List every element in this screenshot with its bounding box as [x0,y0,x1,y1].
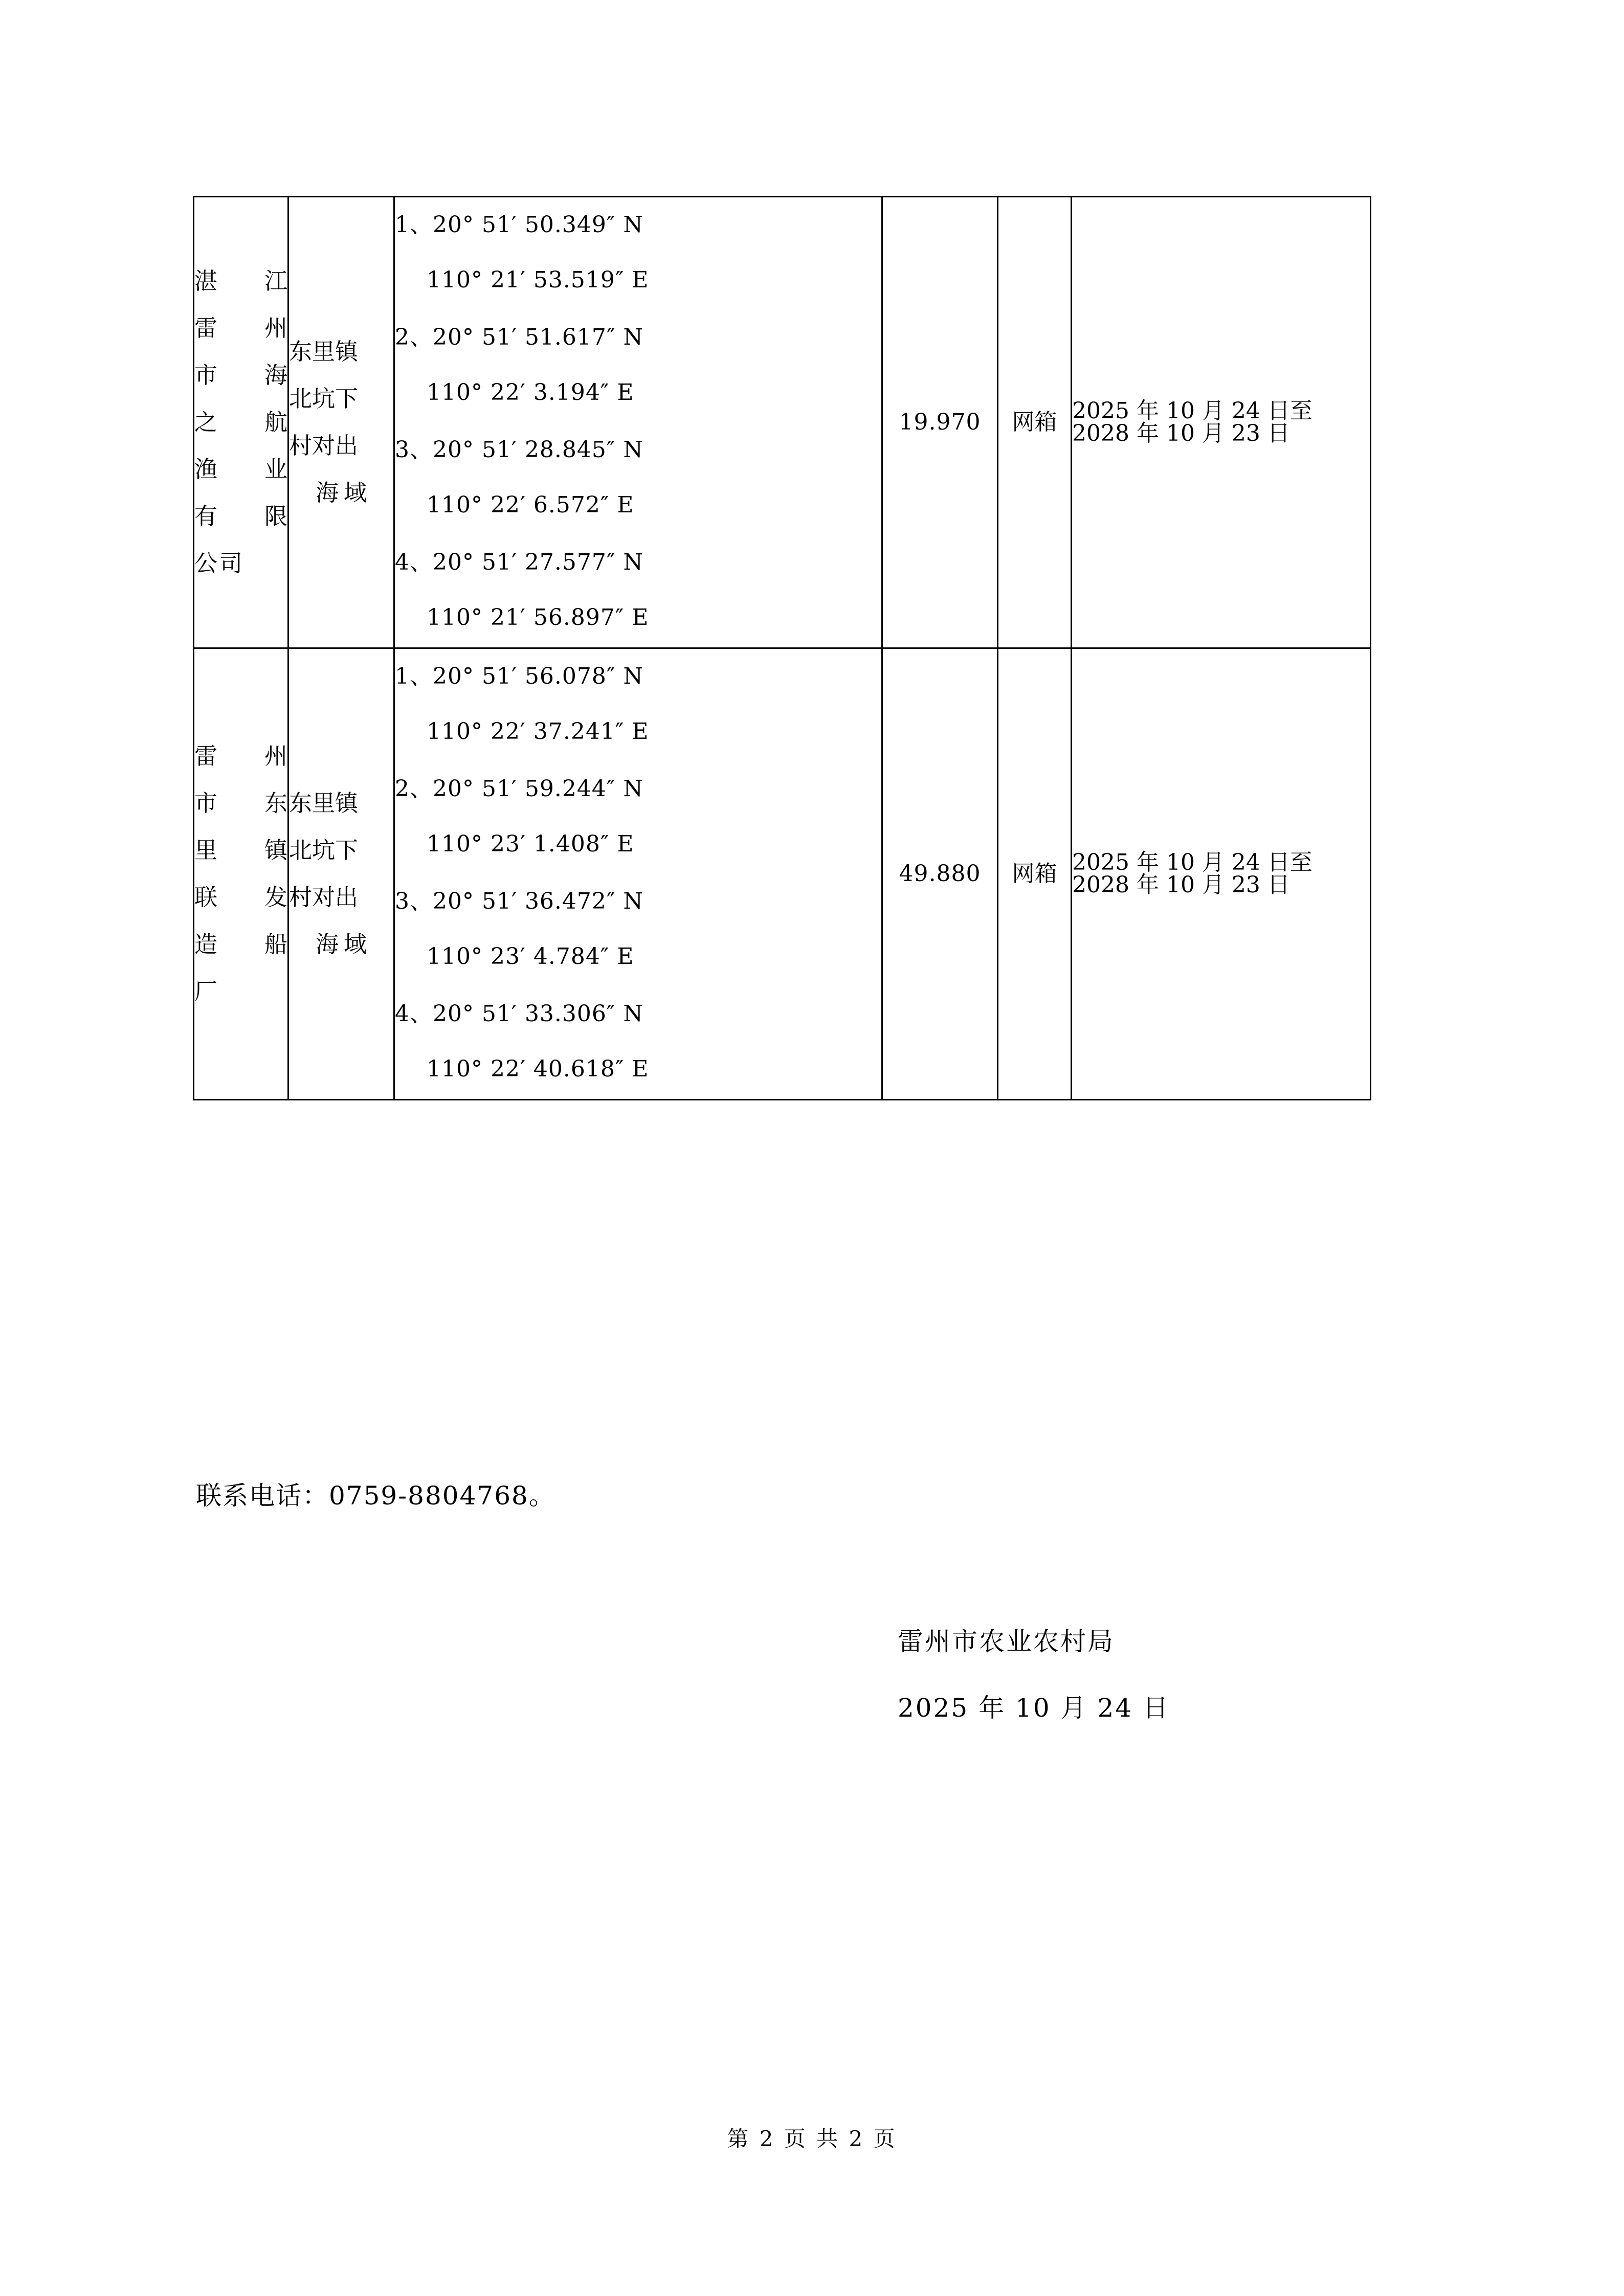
coordinate-lon: 110° 21′ 53.519″ E [427,267,649,293]
coordinate-lat: 20° 51′ 33.306″ N [433,1001,643,1027]
unit-name-char: 里 [194,837,218,864]
unit-name-char: 州 [264,314,287,342]
location-line [289,328,393,375]
unit-name-line [194,780,287,827]
coordinate-lat: 20° 51′ 51.617″ N [433,324,643,350]
unit-name-char: 之 [194,409,218,436]
coordinate-point [395,874,881,984]
cell-term: 2025 年 10 月 24 日至 2028 年 10 月 23 日 [1072,197,1371,648]
location-text: 海域 [315,931,372,958]
location-line [289,375,393,422]
unit-name-line [194,874,287,921]
unit-name-char: 船 [264,931,287,958]
sea-use-table [193,196,1371,1100]
cell-location [288,648,394,1100]
cell-area: 19.970 [882,197,998,648]
coordinate-lon: 110° 23′ 1.408″ E [427,831,634,857]
unit-name-char: 厂 [194,978,218,1005]
unit-name-line [194,493,287,540]
coordinate-index: 2、 [395,776,433,802]
coordinate-lat: 20° 51′ 27.577″ N [433,549,643,575]
unit-name-line [194,352,287,399]
unit-name-char: 航 [264,409,287,436]
table-row [194,197,1371,648]
coordinate-lat-line [395,197,881,253]
coordinate-lat-line [395,535,881,590]
unit-name-char: 市 [194,790,218,817]
unit-name-line [194,305,287,352]
coordinate-lon: 110° 23′ 4.784″ E [427,943,634,970]
unit-name-char: 造 [194,931,218,958]
table-row [194,648,1371,1100]
coordinate-lon: 110° 21′ 56.897″ E [427,604,649,631]
unit-name-char: 湛 [194,267,218,295]
coordinate-index: 3、 [395,437,433,463]
location-text: 村对出 [289,432,359,459]
cell-term: 2025 年 10 月 24 日至 2028 年 10 月 23 日 [1072,648,1371,1100]
unit-name-line [194,921,287,968]
unit-name-line [194,540,287,587]
location-text: 北坑下 [289,385,359,412]
unit-name-char: 公 [194,550,218,577]
unit-name-char: 有 [194,503,218,530]
coordinate-lat-line [395,422,881,478]
unit-name-line [194,733,287,780]
cell-area: 49.880 [882,648,998,1100]
location-text: 村对出 [289,884,359,911]
unit-name-line [194,827,287,874]
unit-name-char: 市 [194,362,218,389]
cell-coordinates [394,197,882,648]
coordinate-lon: 110° 22′ 3.194″ E [427,379,634,406]
unit-name-char: 限 [264,503,287,530]
location-line [289,469,393,516]
location-text: 东里镇 [289,790,359,817]
coordinate-lat-line [395,986,881,1042]
coordinate-lat-line [395,649,881,704]
coordinate-point [395,535,881,645]
unit-name-char: 渔 [194,456,218,483]
cell-use-type: 网箱 [998,197,1072,648]
unit-name-char: 司 [219,550,243,577]
location-text: 北坑下 [289,837,359,864]
coordinate-lat-line [395,310,881,365]
location-line [289,827,393,874]
unit-name-line [194,968,287,1015]
unit-name-char: 联 [194,884,218,911]
coordinate-lat: 20° 51′ 28.845″ N [433,437,643,463]
coordinate-index: 4、 [395,1001,433,1027]
unit-name-line [194,399,287,446]
cell-unit-name [194,648,288,1100]
unit-name-line [194,446,287,493]
coordinate-point [395,986,881,1097]
coordinate-lat-line [395,761,881,817]
unit-name-char: 州 [264,742,287,770]
coordinate-index: 4、 [395,549,433,575]
unit-name-char: 发 [264,884,287,911]
location-text: 东里镇 [289,338,359,365]
coordinate-lat: 20° 51′ 56.078″ N [433,663,643,689]
coordinate-point [395,649,881,759]
signature-organization: 雷州市农业农村局 [898,1627,1115,1656]
coordinate-lat: 20° 51′ 59.244″ N [433,776,643,802]
location-text: 海域 [315,479,372,506]
unit-name-char: 江 [264,267,287,295]
cell-coordinates [394,648,882,1100]
cell-use-type: 网箱 [998,648,1072,1100]
coordinate-index: 1、 [395,212,433,238]
unit-name-char: 镇 [264,837,287,864]
cell-unit-name [194,197,288,648]
coordinate-lon: 110° 22′ 40.618″ E [427,1056,649,1082]
unit-name-line [194,258,287,305]
coordinate-lat: 20° 51′ 36.472″ N [433,888,643,914]
location-line [289,422,393,469]
unit-name-char: 雷 [194,742,218,770]
coordinate-point [395,761,881,872]
coordinate-lat: 20° 51′ 50.349″ N [433,212,643,238]
coordinate-index: 1、 [395,663,433,689]
coordinate-lat-line [395,874,881,929]
cell-location [288,197,394,648]
location-line [289,780,393,827]
location-line [289,874,393,921]
coordinate-point [395,422,881,533]
coordinate-index: 2、 [395,324,433,350]
unit-name-char: 海 [264,362,287,389]
unit-name-char: 雷 [194,314,218,342]
location-line [289,921,393,968]
page-footer: 第 2 页 共 2 页 [727,2126,897,2151]
coordinate-point [395,197,881,308]
coordinate-lon: 110° 22′ 6.572″ E [427,492,634,518]
coordinate-point [395,310,881,420]
coordinate-lon: 110° 22′ 37.241″ E [427,718,649,745]
unit-name-char: 业 [264,456,287,483]
coordinate-index: 3、 [395,888,433,914]
contact-phone-line: 联系电话：0759-8804768。 [196,1481,555,1511]
unit-name-char: 东 [264,790,287,817]
signature-date: 2025 年 10 月 24 日 [898,1693,1170,1723]
